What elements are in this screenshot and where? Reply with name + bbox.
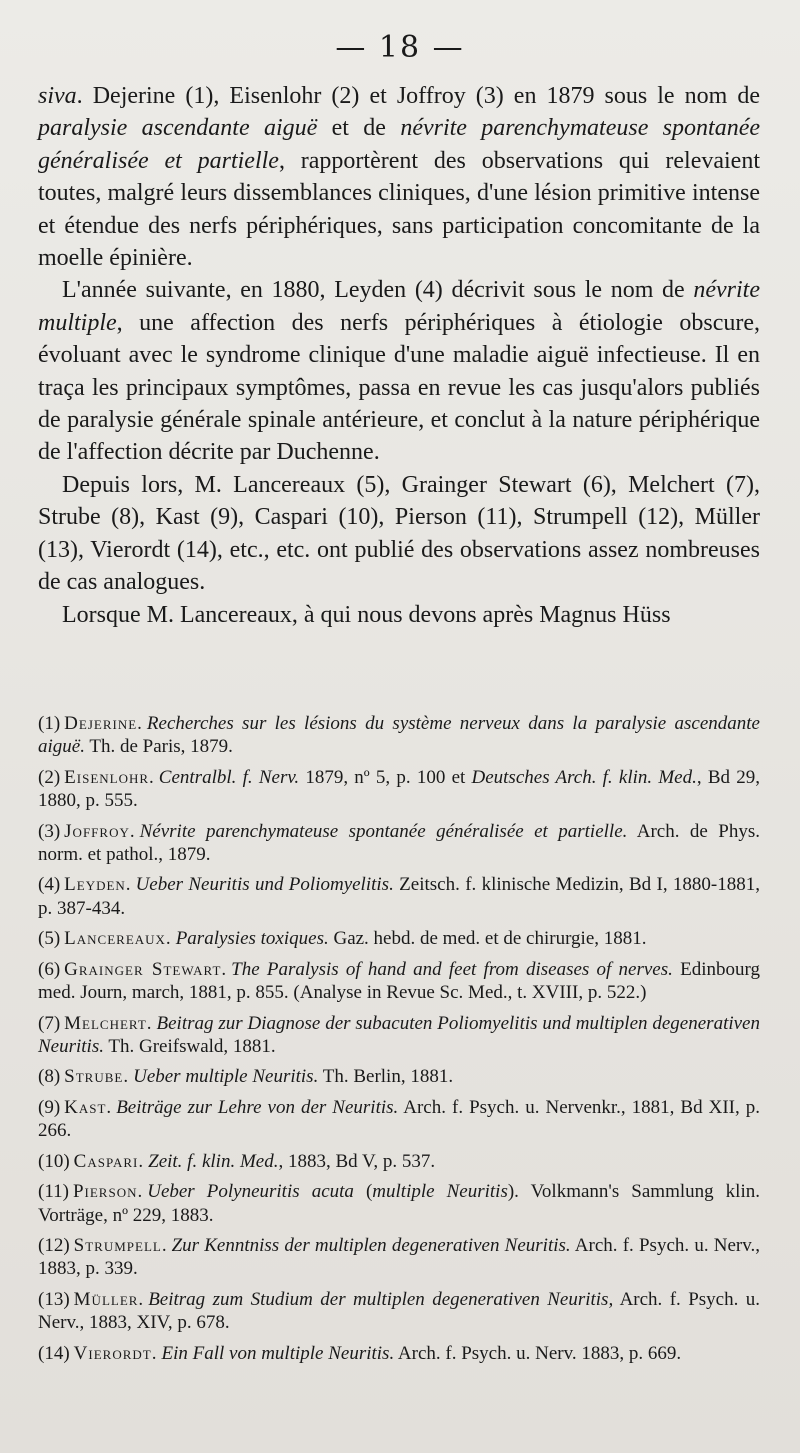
footnote-author: Lancereaux.: [64, 928, 172, 950]
footnote-text: Edinbourg med. Journ, march, 1881, p. 855. (Analyse in Revue Sc. Med., t. XVIII, p. 522.): [38, 958, 760, 1003]
footnote-title: Ein Fall von multiple Neuritis.: [161, 1342, 395, 1364]
footnote-number: (7): [38, 1012, 61, 1034]
footnote-text: Arch. f. Psych. u. Nervenkr., 1881, Bd XII, p. 266.: [38, 1096, 760, 1142]
footnote-author: Kast.: [64, 1096, 113, 1118]
footnotes: [38, 712, 760, 1372]
footnote-author: Joffroy.: [64, 820, 136, 842]
italic-span: névrite multiple: [38, 277, 760, 336]
footnote: [38, 820, 760, 866]
footnote-title: Névrite parenchymateuse spontanée généralisée et partielle.: [139, 820, 628, 842]
footnote: [38, 958, 760, 1004]
footnote-text: 1879, nº 5, p. 100 et: [299, 766, 472, 788]
footnote: [38, 1342, 760, 1365]
footnote: [38, 766, 760, 812]
footnote-title: Zeit. f. klin. Med.: [148, 1150, 279, 1172]
footnote-title: Ueber Neuritis und Poliomyelitis.: [135, 874, 394, 896]
footnote-number: (11): [38, 1181, 69, 1203]
footnote-text: , Bd 29, 1880, p. 555.: [38, 766, 760, 811]
footnote: [38, 1096, 760, 1142]
paragraph-2: [38, 274, 760, 468]
text-span: . Dejerine (1), Eisenlohr (2) et Joffroy (3) en 1879 sous le nom de: [76, 83, 760, 109]
footnote-text: (: [353, 1181, 373, 1203]
footnote-title: Zur Kenntniss der multiplen degenerativen Neuritis.: [171, 1235, 571, 1257]
footnote-author: Grainger Stewart.: [64, 958, 228, 980]
paragraph-4: Lorsque M. Lancereaux, à qui nous devons après Magnus Hüss: [62, 601, 671, 628]
footnote-author: Leyden.: [64, 874, 132, 896]
footnote-text: Th. Greifswald, 1881.: [103, 1035, 276, 1057]
footnote: [38, 1065, 760, 1088]
footnote: [38, 1150, 760, 1173]
footnote-title: Beiträge zur Lehre von der Neuritis.: [116, 1096, 399, 1118]
footnote: [38, 1234, 760, 1280]
text-span: L'année suivante, en 1880, Leyden (4) décrivit sous le nom de: [62, 277, 694, 304]
footnote-number: (6): [38, 958, 61, 980]
footnote-author: Melchert.: [64, 1012, 153, 1034]
footnote-number: (8): [38, 1066, 61, 1088]
footnote-title: Recherches sur les lésions du système nerveux dans la paralysie ascendante aiguë.: [38, 713, 760, 758]
footnote: [38, 1180, 760, 1226]
footnote-number: (3): [38, 820, 61, 842]
footnote-number: (14): [38, 1342, 70, 1364]
footnote-number: (10): [38, 1150, 70, 1172]
footnote-title: Deutsches Arch. f. klin. Med.: [471, 766, 697, 788]
footnote-title: Ueber multiple Neuritis.: [133, 1066, 319, 1088]
main-text: [38, 80, 760, 631]
footnote-text: Arch. de Phys. norm. et pathol., 1879.: [38, 820, 760, 865]
footnote-author: Eisenlohr.: [64, 766, 155, 788]
footnote: [38, 1012, 760, 1058]
footnote-title: Ueber Polyneuritis acuta: [147, 1181, 354, 1203]
footnote-author: Müller.: [73, 1288, 145, 1310]
footnote: [38, 712, 760, 758]
footnote-author: Pierson.: [72, 1181, 144, 1203]
footnote-text: Arch. f. Psych. u. Nerv. 1883, p. 669.: [394, 1342, 682, 1364]
footnote-text: Arch. f. Psych. u. Nerv., 1883, XIV, p. 678.: [38, 1288, 760, 1334]
italic-span: paralysie ascendante aiguë: [38, 115, 318, 142]
footnote-title: Paralysies toxiques.: [175, 928, 329, 950]
footnote-author: Caspari.: [73, 1150, 145, 1172]
footnote-text: Arch. f. Psych. u. Nerv., 1883, p. 339.: [38, 1235, 761, 1280]
page-number: — 18 —: [335, 30, 465, 65]
footnote: [38, 927, 760, 950]
footnote-text: Th. de Paris, 1879.: [84, 736, 233, 758]
paragraph-1: [38, 80, 760, 274]
footnote-number: (9): [38, 1096, 61, 1118]
footnote: [38, 873, 760, 919]
footnote-author: Strube.: [64, 1066, 130, 1088]
footnote-title: multiple Neuritis: [372, 1181, 508, 1203]
footnote-number: (2): [38, 766, 61, 788]
footnote-author: Vierordt.: [73, 1342, 158, 1364]
footnote-number: (12): [38, 1235, 70, 1257]
footnote-title: Beitrag zur Diagnose der subacuten Poliomyelitis und multiplen degenerativen Neuritis.: [38, 1012, 760, 1057]
footnote-text: ). Volkmann's Sammlung klin. Vorträge, nº 229, 1883.: [38, 1181, 760, 1226]
footnote-number: (1): [38, 713, 61, 734]
footnote-text: Gaz. hebd. de med. et de chirurgie, 1881.: [328, 928, 647, 950]
footnote-text: , 1883, Bd V, p. 537.: [278, 1150, 436, 1172]
footnote-text: Th. Berlin, 1881.: [318, 1066, 454, 1088]
footnote-number: (4): [38, 874, 61, 896]
text-span: et de: [317, 115, 401, 142]
footnote-text: Zeitsch. f. klinische Medizin, Bd I, 1880-1881, p. 387-434.: [38, 874, 760, 919]
text-span: , rapportèrent des observations qui relevaient toutes, malgré leurs dissemblances cliniques, d'une lésion primitive intense et étendue des nerfs périphériques, sans participation concomitante de la moelle épinière.: [38, 147, 760, 272]
italic-span: névrite parenchymateuse spontanée généralisée et partielle: [38, 115, 760, 174]
footnote-number: (5): [38, 928, 61, 950]
footnote-title: The Paralysis of hand and feet from diseases of nerves.: [231, 958, 673, 980]
footnote-number: (13): [38, 1288, 70, 1310]
text-span: , une affection des nerfs périphériques à étiologie obscure, évoluant avec le syndrome clinique d'une maladie aiguë infectieuse. Il en traça les principaux symptômes, passa en revue les cas jusqu'alors publiés de paralysie générale spinale antérieure, et conclut à la nature périphérique de l'affection décrite par Duchenne.: [38, 309, 760, 466]
footnote-title: Centralbl. f. Nerv.: [158, 766, 300, 788]
footnote: [38, 1288, 760, 1334]
footnote-title: Beitrag zum Studium der multiplen degenerativen Neuritis,: [148, 1288, 614, 1310]
italic-span: siva: [38, 83, 77, 109]
paragraph-3: Depuis lors, M. Lancereaux (5), Grainger Stewart (6), Melchert (7), Strube (8), Kast (9), Caspari (10), Pierson (11), Strumpell (12), Müller (13), Vierordt (14), etc., etc. ont publié des observations assez nombreuses de cas analogues.: [38, 471, 760, 596]
footnote-author: Strumpell.: [73, 1235, 168, 1257]
footnote-author: Dejerine.: [64, 713, 143, 734]
